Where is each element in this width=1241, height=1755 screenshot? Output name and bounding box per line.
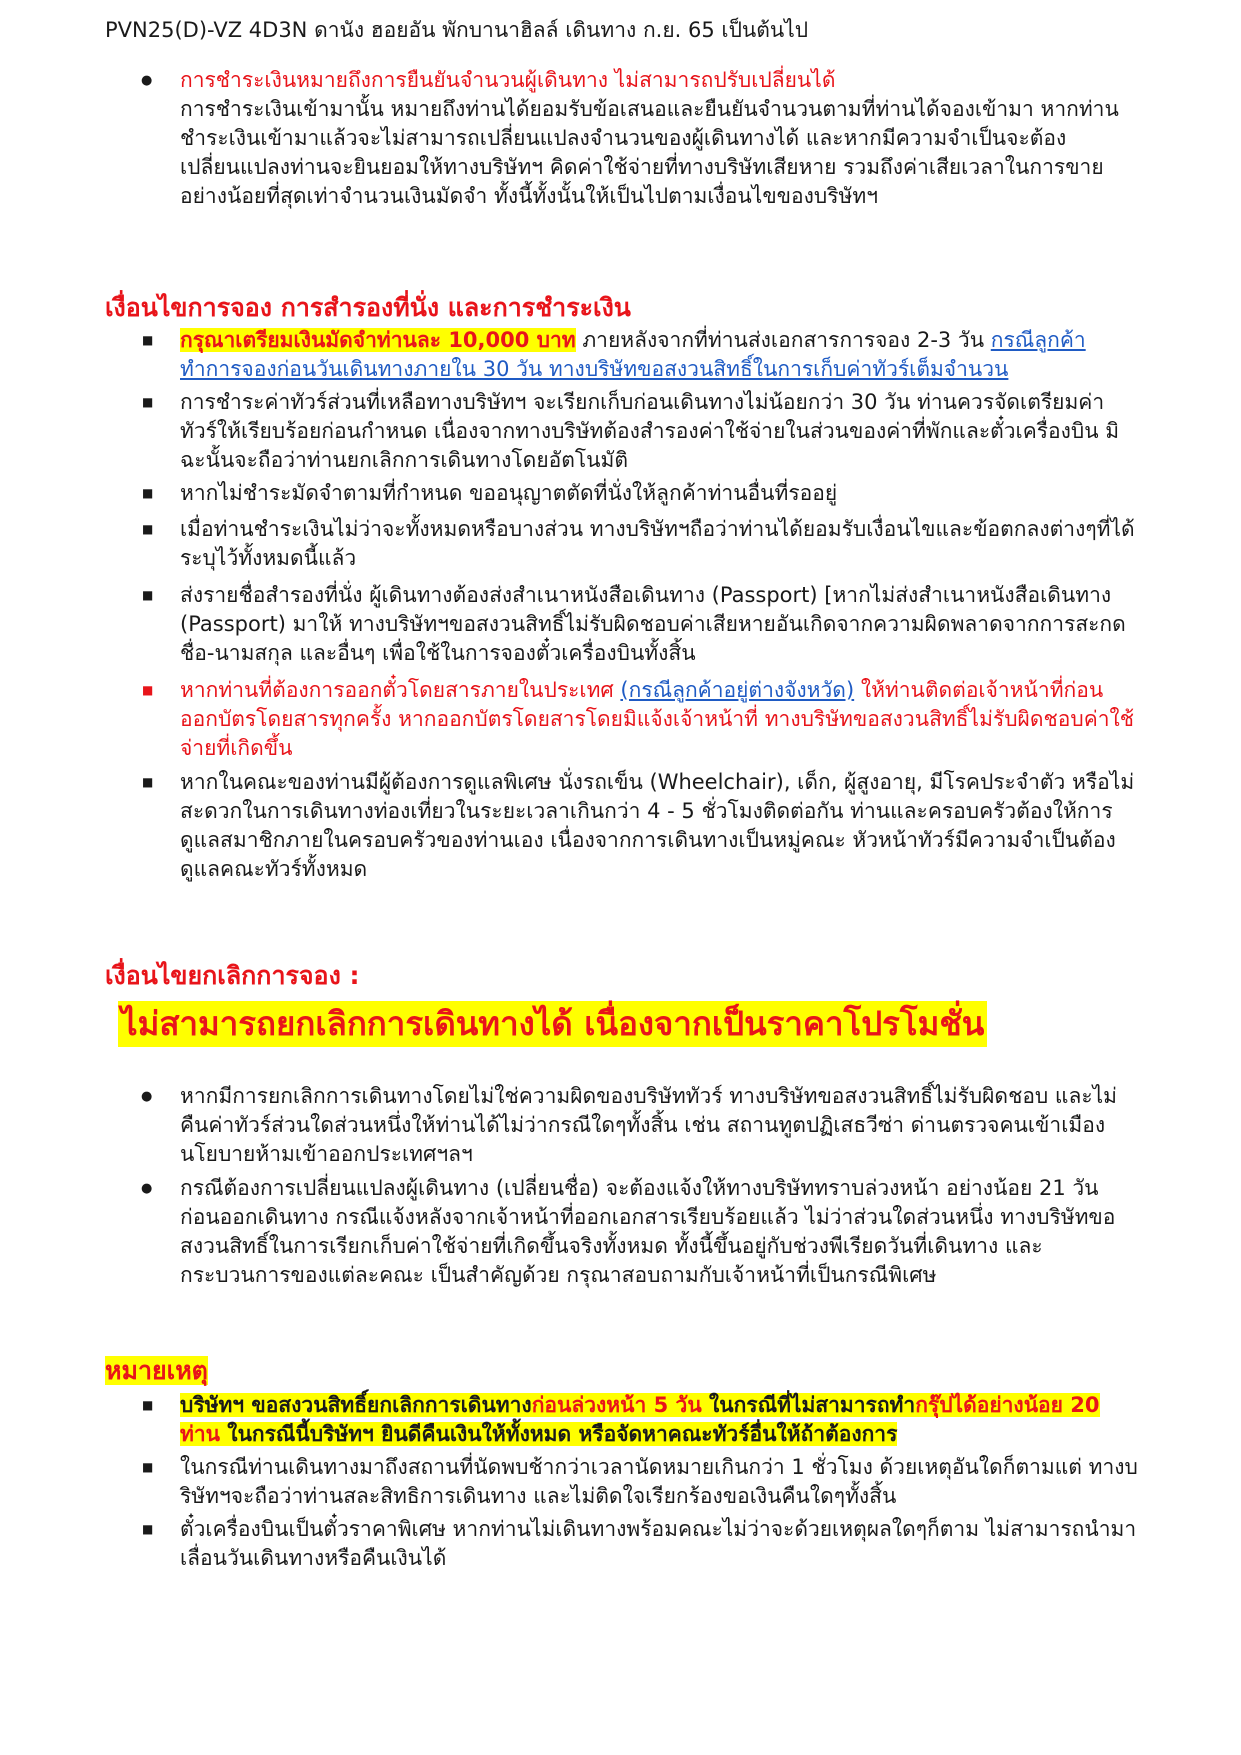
list-item [0,1174,1241,1290]
note-text-a: บริษัทฯ ขอสงวนสิทธิ์ยกเลิกการเดินทาง [180,1393,532,1417]
cancel-list [0,1082,1241,1301]
list-item [0,388,1241,475]
payment-note-body: การชำระเงินเข้ามานั้น หมายถึงท่านได้ยอมรับข้อเสนอและยืนยันจำนวนตามที่ท่านได้จองเข้ามา หากท่านชำระเงินเข้ามาแล้วจะไม่สามารถเปลี่ยนแปลงจำนวนของผู้เดินทางได้ และหากมีความจำเป็นจะต้องเปลี่ยนแปลงท่านจะยินยอมให้ทางบริษัทฯ คิดค่าใช้จ่ายที่ทางบริษัทเสียหาย รวมถึงค่าเสียเวลาในการขาย อย่างน้อยที่สุดเท่าจำนวนเงินมัดจำ ทั้งนี้ทั้งนั้นให้เป็นไปตามเงื่อนไขของบริษัทฯ [180,97,1119,208]
payment-note-list [0,66,1241,222]
note-group-red: กรุ๊ปได้อย่างน้อย 20 ท่าน [180,1393,1100,1446]
list-item-text: กรณีต้องการเปลี่ยนแปลงผู้เดินทาง (เปลี่ยนชื่อ) จะต้องแจ้งให้ทางบริษัททราบล่วงหน้า อย่างน้อย 21 วัน ก่อนออกเดินทาง กรณีแจ้งหลังจากเจ้าหน้าที่ออกเอกสารเรียบร้อยแล้ว ไม่ว่าส่วนใดส่วนหนึ่ง ทางบริษัทขอสงวนสิทธิ์ในการเรียกเก็บค่าใช้จ่ายที่เกิดขึ้นจริงทั้งหมด ทั้งนี้ขึ้นอยู่กับช่วงพีเรียดวันที่เดินทาง และกระบวนการของแต่ละคณะ เป็นสำคัญด้วย กรุณาสอบถามกับเจ้าหน้าที่เป็นกรณีพิเศษ [180,1176,1116,1287]
list-item-text: หากมีการยกเลิกการเดินทางโดยไม่ใช่ความผิดของบริษัททัวร์ ทางบริษัทขอสงวนสิทธิ์ไม่รับผิดชอบ และไม่คืนค่าทัวร์ส่วนใดส่วนหนึ่งให้ท่านได้ไม่ว่ากรณีใดๆทั้งสิ้น เช่น สถานทูตปฏิเสธวีซ่า ด่านตรวจคนเข้าเมือง นโยบายห้ามเข้าออกประเทศฯลฯ [180,1084,1118,1166]
deposit-text: ภายหลังจากที่ท่านส่งเอกสารการจอง 2-3 วัน [575,328,991,352]
booking-heading: เงื่อนไขการจอง การสำรองที่นั่ง และการชำระเงิน [105,293,631,322]
list-item-text: หากไม่ชำระมัดจำตามที่กำหนด ขออนุญาตตัดที่นั่งให้ลูกค้าท่านอื่นที่รออยู่ [180,481,838,505]
note-text-b: ในกรณีที่ไม่สามารถทำ [701,1393,916,1417]
list-item-text: ส่งรายชื่อสำรองที่นั่ง ผู้เดินทางต้องส่งสำเนาหนังสือเดินทาง (Passport) [หากไม่ส่งสำเนาหนังสือเดินทาง (Passport) มาให้ ทางบริษัทฯขอสงวนสิทธิ์ไม่รับผิดชอบค่าเสียหายอันเกิดจากความผิดพลาดจากการสะกดชื่อ-นามสกุล และอื่นๆ เพื่อใช้ในการจองตั๋วเครื่องบินทั้งสิ้น [180,583,1126,665]
booking-list [0,326,1241,895]
list-item [0,581,1241,668]
cancel-right-text [180,1393,1100,1446]
deposit-highlight: กรุณาเตรียมเงินมัดจำท่านละ 10,000 บาท [180,328,576,352]
note-text-c: ในกรณีนี้บริษัทฯ ยินดีคืนเงินให้ทั้งหมด หรือจัดหาคณะทัวร์อื่นให้ถ้าต้องการ [220,1422,898,1446]
list-item [0,1082,1241,1169]
notes-heading [105,1353,208,1389]
list-item-text: เมื่อท่านชำระเงินไม่ว่าจะทั้งหมดหรือบางส่วน ทางบริษัทฯถือว่าท่านได้ยอมรับเงื่อนไขและข้อตกลงต่างๆที่ได้ระบุไว้ทั้งหมดนี้แล้ว [180,517,1135,570]
list-item-text: หากในคณะของท่านมีผู้ต้องการดูแลพิเศษ นั่งรถเข็น (Wheelchair), เด็ก, ผู้สูงอายุ, มีโรคประจำตัว หรือไม่สะดวกในการเดินทางท่องเที่ยวในระยะเวลาเกินกว่า 4 - 5 ชั่วโมงติดต่อกัน ท่านและครอบครัวต้องให้การดูแลสมาชิกภายในครอบครัวของท่านเอง เนื่องจากการเดินทางเป็นหมู่คณะ หัวหน้าทัวร์มีความจำเป็นต้องดูแลคณะทัวร์ทั้งหมด [180,770,1135,881]
list-item [0,1515,1241,1573]
promotion-banner: ไม่สามารถยกเลิกการเดินทางได้ เนื่องจากเป็นราคาโปรโมชั่น [118,1001,987,1047]
payment-note-title: ● การชำระเงินหมายถึงการยืนยันจำนวนผู้เดินทาง ไม่สามารถปรับเปลี่ยนได้ [180,68,836,92]
list-item [0,515,1241,573]
domestic-ticket-text-2: ให้ท่านติดต่อเจ้าหน้าที่ก่อนออกบัตรโดยสารทุกครั้ง หากออกบัตรโดยสารโดยมิแจ้งเจ้าหน้าที่ ทางบริษัทขอสงวนสิทธิ์ไม่รับผิดชอบค่าใช้จ่ายที่เกิดขึ้น [180,678,1135,760]
list-item [0,676,1241,763]
list-item-text: การชำระค่าทัวร์ส่วนที่เหลือทางบริษัทฯ จะเรียกเก็บก่อนเดินทางไม่น้อยกว่า 30 วัน ท่านควรจัดเตรียมค่าทัวร์ให้เรียบร้อยก่อนกำหนด เนื่องจากทางบริษัทต้องสำรองค่าใช้จ่ายในส่วนของค่าที่พักและตั๋วเครื่องบิน มิฉะนั้นจะถือว่าท่านยกเลิกการเดินทางโดยอัตโนมัติ [180,390,1120,472]
list-item [0,479,1241,508]
list-item [0,1391,1241,1449]
note-days-red: ก่อนล่วงหน้า 5 วัน [531,1393,702,1417]
list-item [0,66,1241,211]
list-item [0,768,1241,884]
full-payment-link[interactable]: กรณีลูกค้าทำการจองก่อนวันเดินทางภายใน 30 วัน ทางบริษัทขอสงวนสิทธิ์ในการเก็บค่าทัวร์เต็มจำนวน [180,328,1086,381]
domestic-ticket-text: หากท่านที่ต้องการออกตั๋วโดยสารภายในประเทศ [180,678,621,702]
list-item-text: ในกรณีท่านเดินทางมาถึงสถานที่นัดพบช้ากว่าเวลานัดหมายเกินกว่า 1 ชั่วโมง ด้วยเหตุอันใดก็ตามแต่ ทางบริษัทฯจะถือว่าท่านสละสิทธิการเดินทาง และไม่ติดใจเรียกร้องขอเงินคืนใดๆทั้งสิ้น [180,1455,1138,1508]
list-item [0,1453,1241,1511]
upcountry-link[interactable]: (กรณีลูกค้าอยู่ต่างจังหวัด) [620,678,855,702]
cancel-heading: เงื่อนไขยกเลิกการจอง : [105,961,360,990]
notes-list [0,1391,1241,1584]
page-header: PVN25(D)-VZ 4D3N ดานัง ฮอยอัน พักบานาฮิลล์ เดินทาง ก.ย. 65 เป็นต้นไป [105,18,809,42]
list-item-text: ตั๋วเครื่องบินเป็นตั๋วราคาพิเศษ หากท่านไม่เดินทางพร้อมคณะไม่ว่าจะด้วยเหตุผลใดๆก็ตาม ไม่สามารถนำมาเลื่อนวันเดินทางหรือคืนเงินได้ [180,1517,1137,1570]
list-item [0,326,1241,384]
notes-heading-text: หมายเหตุ [105,1356,208,1385]
